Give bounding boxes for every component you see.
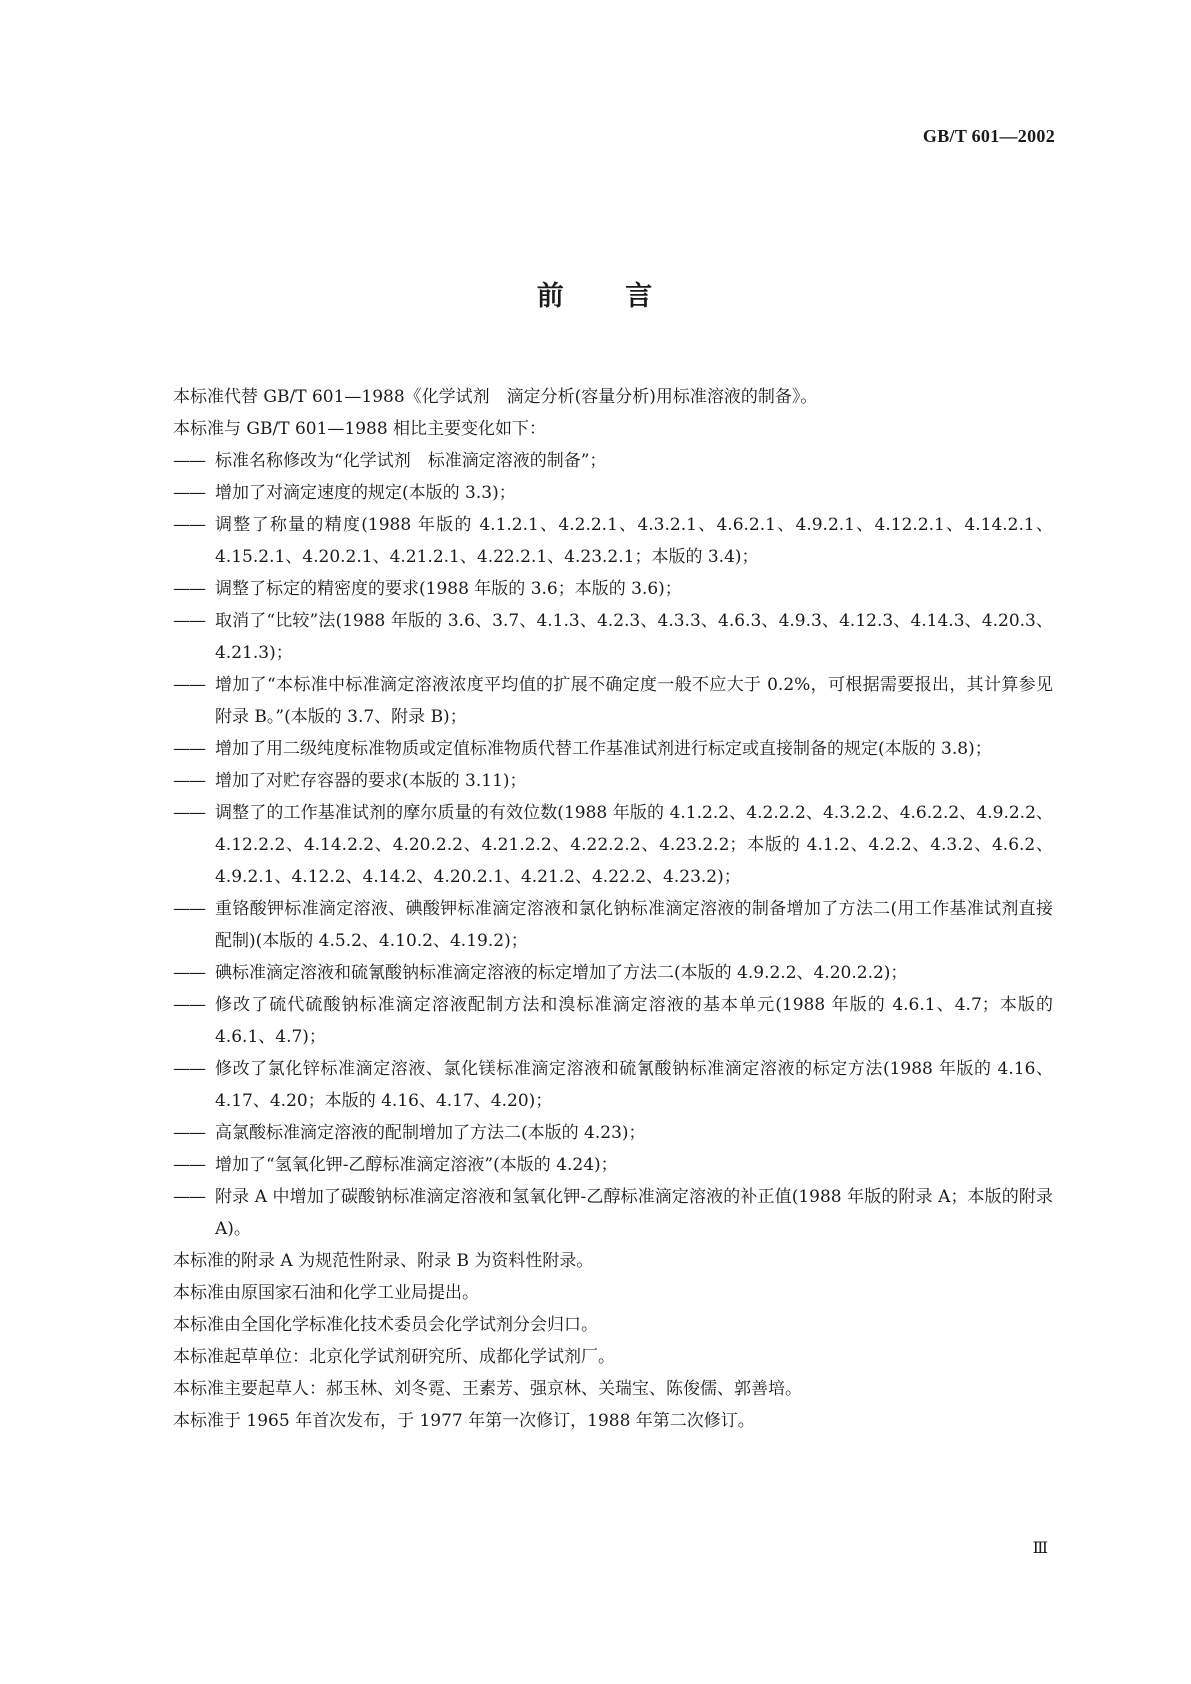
change-item bbox=[173, 669, 1053, 733]
foreword-body bbox=[173, 381, 1053, 1437]
change-text: 标准名称修改为“化学试剂 标准滴定溶液的制备”； bbox=[215, 451, 607, 471]
dash-marker: —— bbox=[173, 1187, 205, 1207]
change-item bbox=[173, 1181, 1053, 1245]
intro-paragraph: 本标准与 GB/T 601—1988 相比主要变化如下： bbox=[173, 419, 547, 439]
dash-marker: —— bbox=[173, 483, 205, 503]
dash-marker: —— bbox=[173, 579, 205, 599]
change-item bbox=[173, 573, 1053, 605]
dash-marker: —— bbox=[173, 739, 205, 759]
change-item bbox=[173, 1149, 1053, 1181]
dash-marker: —— bbox=[173, 1059, 205, 1079]
change-text: 修改了硫代硫酸钠标准滴定溶液配制方法和溴标准滴定溶液的基本单元(1988 年版的 4.6.1、4.7；本版的 4.6.1、4.7)； bbox=[215, 995, 1053, 1047]
dash-marker: —— bbox=[173, 899, 205, 919]
dash-marker: —— bbox=[173, 675, 205, 695]
change-item bbox=[173, 797, 1053, 893]
change-item bbox=[173, 477, 1053, 509]
closing-paragraph: 本标准由原国家石油和化学工业局提出。 bbox=[173, 1283, 479, 1303]
closing-paragraph: 本标准主要起草人：郝玉林、刘冬霓、王素芳、强京林、关瑞宝、陈俊儒、郭善培。 bbox=[173, 1379, 802, 1399]
change-text: 重铬酸钾标准滴定溶液、碘酸钾标准滴定溶液和氯化钠标准滴定溶液的制备增加了方法二(用工作基准试剂直接配制)(本版的 4.5.2、4.10.2、4.19.2)； bbox=[215, 899, 1053, 951]
change-text: 增加了对滴定速度的规定(本版的 3.3)； bbox=[215, 483, 516, 503]
change-text: 增加了“氢氧化钾-乙醇标准滴定溶液”(本版的 4.24)； bbox=[215, 1155, 618, 1175]
change-item bbox=[173, 733, 1053, 765]
closing-paragraph: 本标准的附录 A 为规范性附录、附录 B 为资料性附录。 bbox=[173, 1251, 594, 1271]
change-item bbox=[173, 445, 1053, 477]
dash-marker: —— bbox=[173, 803, 205, 823]
change-text: 调整了的工作基准试剂的摩尔质量的有效位数(1988 年版的 4.1.2.2、4.2.2.2、4.3.2.2、4.6.2.2、4.9.2.2、4.12.2.2、4.14.2.2、4.20.2.2、4.21.2.2、4.22.2.2、4.23.2.2；本版的 4.1.2、4.2.2、4.3.2、4.6.2、4.9.2.1、4.12.2、4.14.2、4.20.2.1、4.21.2、4.22.2、4.23.2)； bbox=[215, 803, 1053, 887]
change-text: 调整了标定的精密度的要求(1988 年版的 3.6；本版的 3.6)； bbox=[215, 579, 682, 599]
change-text: 调整了称量的精度(1988 年版的 4.1.2.1、4.2.2.1、4.3.2.1、4.6.2.1、4.9.2.1、4.12.2.1、4.14.2.1、4.15.2.1、4.20.2.1、4.21.2.1、4.22.2.1、4.23.2.1；本版的 3.4)； bbox=[215, 515, 1053, 567]
dash-marker: —— bbox=[173, 771, 205, 791]
change-text: 增加了对贮存容器的要求(本版的 3.11)； bbox=[215, 771, 527, 791]
change-item bbox=[173, 605, 1053, 669]
change-text: 修改了氯化锌标准滴定溶液、氯化镁标准滴定溶液和硫氰酸钠标准滴定溶液的标定方法(1988 年版的 4.16、4.17、4.20；本版的 4.16、4.17、4.20)； bbox=[215, 1059, 1053, 1111]
closing-paragraph: 本标准由全国化学标准化技术委员会化学试剂分会归口。 bbox=[173, 1315, 598, 1335]
change-item bbox=[173, 957, 1053, 989]
dash-marker: —— bbox=[173, 451, 205, 471]
change-item bbox=[173, 893, 1053, 957]
dash-marker: —— bbox=[173, 1123, 205, 1143]
dash-marker: —— bbox=[173, 995, 205, 1015]
change-item bbox=[173, 1053, 1053, 1117]
change-item bbox=[173, 509, 1053, 573]
change-text: 增加了用二级纯度标准物质或定值标准物质代替工作基准试剂进行标定或直接制备的规定(本版的 3.8)； bbox=[215, 739, 992, 759]
change-text: 取消了“比较”法(1988 年版的 3.6、3.7、4.1.3、4.2.3、4.3.3、4.6.3、4.9.3、4.12.3、4.14.3、4.20.3、4.21.3)； bbox=[215, 611, 1053, 663]
intro-paragraph: 本标准代替 GB/T 601—1988《化学试剂 滴定分析(容量分析)用标准溶液的制备》。 bbox=[173, 387, 818, 407]
change-item bbox=[173, 989, 1053, 1053]
change-text: 附录 A 中增加了碳酸钠标准滴定溶液和氢氧化钾-乙醇标准滴定溶液的补正值(1988 年版的附录 A；本版的附录 A)。 bbox=[215, 1187, 1053, 1239]
dash-marker: —— bbox=[173, 963, 205, 983]
dash-marker: —— bbox=[173, 515, 205, 535]
change-item bbox=[173, 765, 1053, 797]
change-text: 增加了“本标准中标准滴定溶液浓度平均值的扩展不确定度一般不应大于 0.2%，可根据需要报出，其计算参见附录 B。”(本版的 3.7、附录 B)； bbox=[215, 675, 1053, 727]
page-title: 前 言 bbox=[536, 281, 655, 312]
dash-marker: —— bbox=[173, 611, 205, 631]
closing-paragraph: 本标准于 1965 年首次发布，于 1977 年第一次修订，1988 年第二次修订。 bbox=[173, 1411, 755, 1431]
change-item bbox=[173, 1117, 1053, 1149]
dash-marker: —— bbox=[173, 1155, 205, 1175]
change-text: 高氯酸标准滴定溶液的配制增加了方法二(本版的 4.23)； bbox=[215, 1123, 646, 1143]
page-number: Ⅲ bbox=[1032, 1540, 1048, 1557]
standard-code: GB/T 601—2002 bbox=[922, 126, 1055, 146]
change-text: 碘标准滴定溶液和硫氰酸钠标准滴定溶液的标定增加了方法二(本版的 4.9.2.2、4.20.2.2)； bbox=[215, 963, 908, 983]
closing-paragraph: 本标准起草单位：北京化学试剂研究所、成都化学试剂厂。 bbox=[173, 1347, 615, 1367]
